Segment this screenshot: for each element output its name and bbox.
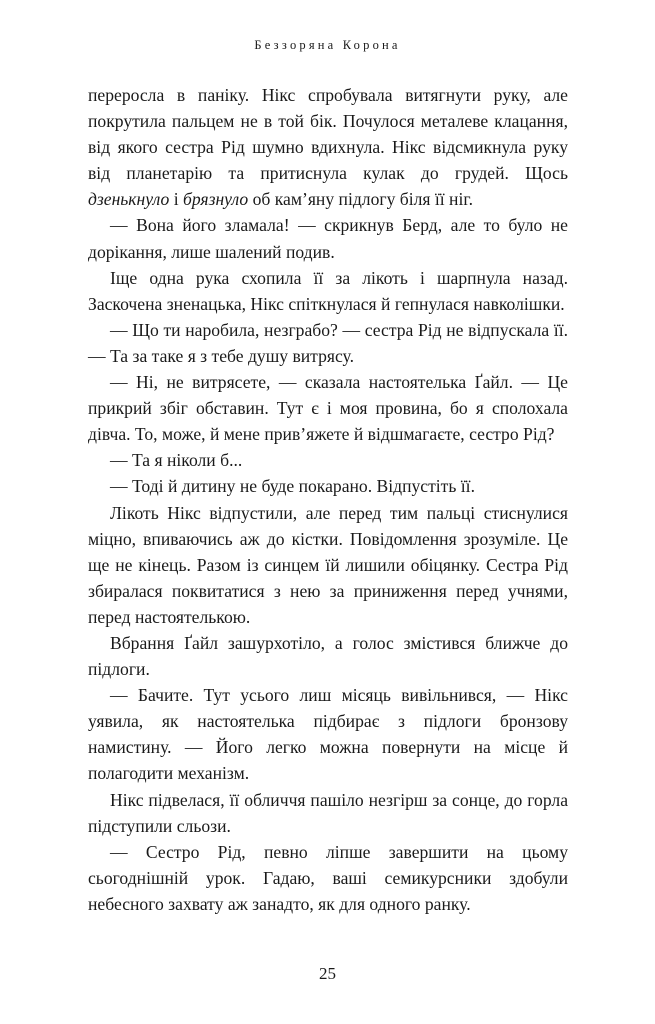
- paragraph: [88, 447, 568, 473]
- body-text: [88, 82, 568, 917]
- paragraph: [88, 317, 568, 369]
- paragraph-text: — Сестро Рід, певно ліпше завершити на цьому сьогоднішній урок. Гадаю, ваші семикурсники здобули небесного захвату аж занадто, як для одного ранку.: [88, 841, 568, 914]
- paragraph-text: об камʼяну підлогу біля її ніг.: [248, 189, 473, 210]
- paragraph-text: — Ні, не витрясете, — сказала настоятелька Ґайл. — Це прикрий збіг обставин. Тут є і моя провина, бо я сполохала дівча. То, може, й мене привʼяжете й відшмагаєте, сестро Рід?: [88, 372, 568, 445]
- paragraph-text: — Та я ніколи б...: [110, 450, 243, 471]
- paragraph-text: — Тоді й дитину не буде покарано. Відпустіть її.: [110, 476, 475, 497]
- paragraph: [88, 682, 568, 786]
- paragraph-text: Вбрання Ґайл зашурхотіло, а голос змістився ближче до підлоги.: [88, 632, 568, 680]
- paragraph: [88, 212, 568, 264]
- emphasis-text: брязнуло: [182, 189, 249, 210]
- paragraph: [88, 82, 568, 212]
- paragraph-text: Лікоть Нікс відпустили, але перед тим пальці стиснулися міцно, впиваючись аж до кістки. Повідомлення зрозуміле. Це ще не кінець. Разом із синцем їй лишили обіцянку. Сестра Рід збиралася поквитатися з нею за приниження перед учнями, перед настоятелькою.: [88, 502, 568, 627]
- paragraph-text: Нікс підвелася, її обличчя пашіло незгірш за сонце, до горла підступили сльози.: [88, 789, 568, 836]
- running-header: Беззоряна Корона: [254, 38, 401, 52]
- paragraph: [88, 500, 568, 630]
- paragraph-text: — Бачите. Тут усього лиш місяць вивільнився, — Нікс уявила, як настоятелька підбирає з підлоги бронзову намистину. — Його легко можна повернути на місце й полагодити механізм.: [88, 685, 568, 784]
- paragraph: [88, 839, 568, 917]
- paragraph-text: — Що ти наробила, незграбо? — сестра Рід не відпускала її. — Та за таке я з тебе душу витрясу.: [88, 319, 568, 366]
- paragraph-text: і: [169, 189, 183, 210]
- paragraph: [88, 630, 568, 682]
- paragraph: [88, 265, 568, 317]
- paragraph: [88, 473, 568, 499]
- emphasis-text: дзенькнуло: [88, 189, 170, 210]
- page-number: 25: [319, 964, 336, 983]
- paragraph: [88, 369, 568, 447]
- paragraph: [88, 787, 568, 839]
- paragraph-text: переросла в паніку. Нікс спробувала витягнути руку, але покрутила пальцем не в той бік. Почулося металеве клацання, від якого сестра Рід шумно вдихнула. Нікс відсмикнула руку від планетарію та притиснула кулак до грудей. Щось: [88, 85, 568, 184]
- paragraph-text: — Вона його зламала! — скрикнув Берд, але то було не дорікання, лише шалений подив.: [88, 215, 568, 262]
- paragraph-text: Іще одна рука схопила її за лікоть і шарпнула назад. Заскочена зненацька, Нікс спіткнулася й гепнулася навколішки.: [88, 267, 568, 314]
